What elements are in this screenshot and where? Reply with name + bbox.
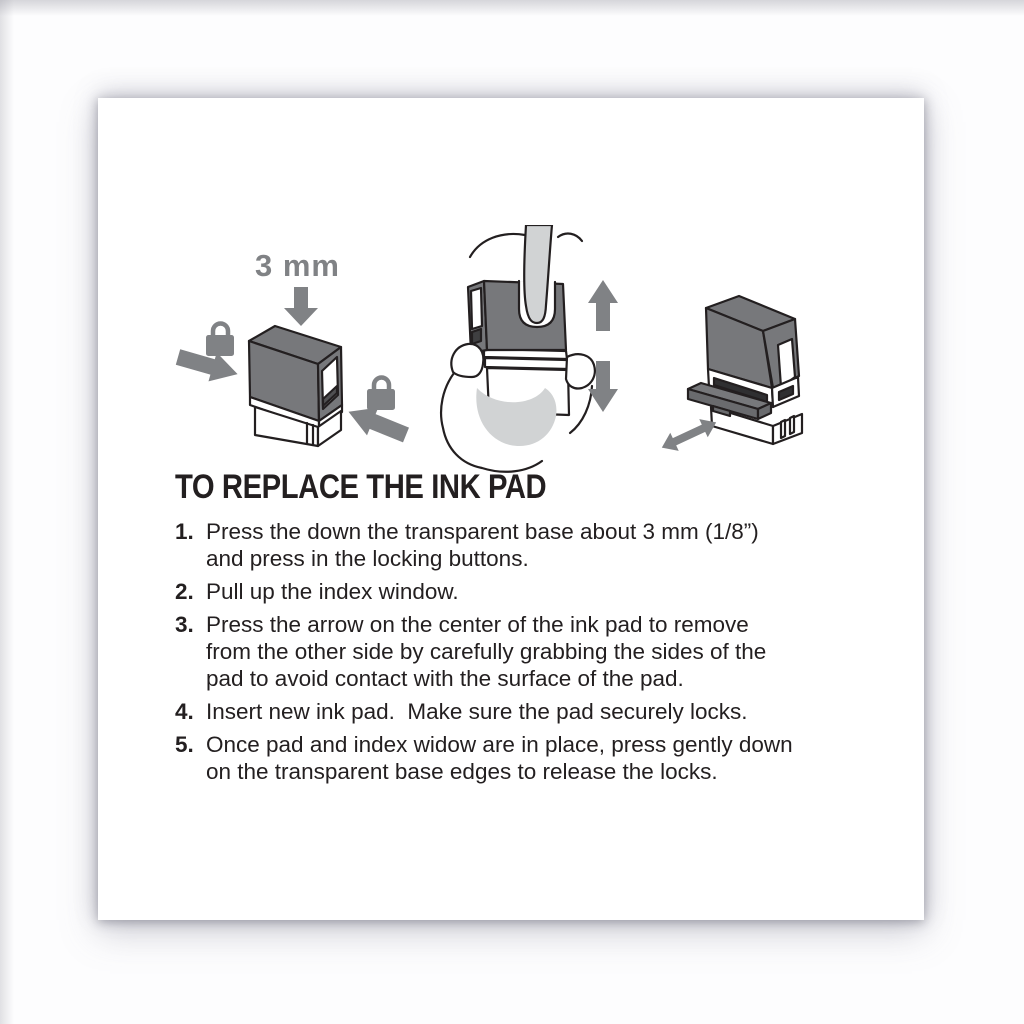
- figure-remove-pad: [655, 285, 915, 497]
- step-number: 3.: [175, 612, 194, 637]
- step-1: [175, 518, 885, 572]
- hand-back-line: [558, 234, 582, 241]
- down-arrow-icon: [284, 287, 318, 326]
- page-edge-shading-left: [0, 0, 14, 1024]
- step-2: [175, 578, 885, 605]
- instruction-card: [98, 98, 924, 920]
- distance-label: 3 mm: [255, 248, 340, 283]
- page-edge-shading-top: [0, 0, 1024, 16]
- step-text-line: on the transparent base edges to release the locks.: [206, 759, 718, 784]
- up-arrow-icon: [588, 280, 618, 331]
- step-text-line: Press the arrow on the center of the ink pad to remove: [206, 612, 749, 637]
- step-text-line: Press the down the transparent base about 3 mm (1/8”): [206, 519, 759, 544]
- step-number: 1.: [175, 519, 194, 544]
- hand-contour: [570, 386, 592, 433]
- step-number: 5.: [175, 732, 194, 757]
- step-text-line: Insert new ink pad. Make sure the pad securely locks.: [206, 699, 748, 724]
- remove-pad-illustration: [655, 285, 915, 497]
- figure-press-down: [170, 245, 415, 457]
- figure-pull-window: [430, 225, 680, 487]
- step-text-line: Once pad and index widow are in place, press gently down: [206, 732, 793, 757]
- pull-window-illustration: [430, 225, 680, 487]
- right-fingertip: [566, 354, 595, 388]
- lock-button: [472, 329, 481, 344]
- step-5: [175, 731, 885, 785]
- step-number: 4.: [175, 699, 194, 724]
- step-number: 2.: [175, 579, 194, 604]
- left-fingertip: [451, 344, 483, 377]
- step-3: [175, 611, 885, 692]
- step-text-line: and press in the locking buttons.: [206, 546, 529, 571]
- stamp-illustration: [249, 326, 342, 446]
- instruction-text: [175, 468, 885, 791]
- padlock-icon: [206, 324, 234, 357]
- hand-back-line: [470, 234, 525, 257]
- page-title: TO REPLACE THE INK PAD: [175, 468, 547, 506]
- instruction-steps: [175, 518, 885, 785]
- step-text-line: Pull up the index window.: [206, 579, 459, 604]
- index-window: [471, 288, 482, 329]
- step-text-line: from the other side by carefully grabbing the sides of the: [206, 639, 767, 664]
- step-4: [175, 698, 885, 725]
- step-text-line: pad to avoid contact with the surface of the pad.: [206, 666, 684, 691]
- padlock-icon: [367, 378, 395, 411]
